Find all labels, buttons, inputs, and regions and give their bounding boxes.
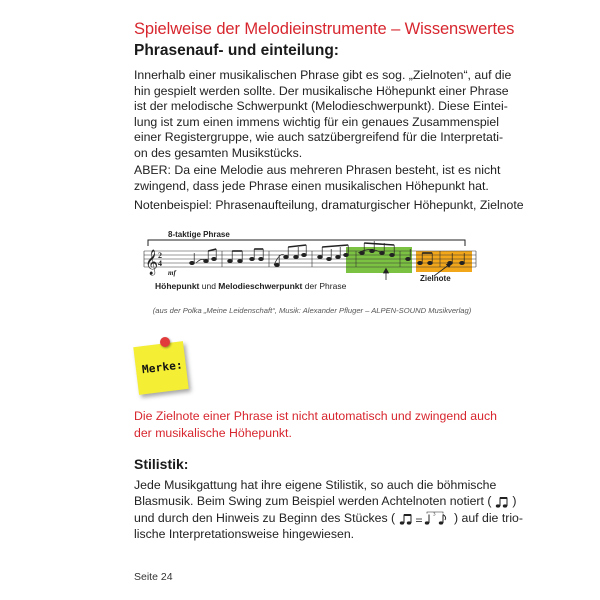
intro-line: einer Registergruppe, wie auch satzübergreifend für die Interpretati- bbox=[134, 130, 504, 145]
stilistik-line bbox=[134, 493, 517, 509]
target-note-label: Zielnote bbox=[420, 274, 451, 283]
pushpin-icon bbox=[160, 337, 170, 347]
stilistik-line bbox=[134, 510, 523, 526]
intro-line: on des gesamten Musikstücks. bbox=[134, 145, 303, 160]
page-number: Seite 24 bbox=[134, 571, 173, 583]
climax-label: Höhepunkt und Melodieschwerpunkt der Phrase bbox=[155, 281, 347, 291]
subsection-title: Phrasenauf- und einteilung: bbox=[134, 42, 339, 59]
stilistik-text: Blasmusik. Beim Swing zum Beispiel werden Achtelnoten notiert ( bbox=[134, 494, 492, 509]
intro-line: hin gespielt werden sollte. Der musikalische Höhepunkt einer Phrase bbox=[134, 83, 509, 98]
aber-line: ABER: Da eine Melodie aus mehreren Phrasen besteht, ist es nicht bbox=[134, 163, 501, 177]
stilistik-paragraph bbox=[134, 477, 523, 542]
merke-paragraph bbox=[134, 408, 497, 442]
intro-line: lung ist zum einen immens wichtig für ein genaues Zusammenspiel bbox=[134, 114, 499, 129]
stilistik-text: ) auf die trio- bbox=[453, 510, 523, 525]
merke-label: Merke: bbox=[141, 358, 184, 377]
stilistik-line: Jede Musikgattung hat ihre eigene Stilistik, so auch die böhmische bbox=[134, 478, 497, 492]
eighth-notes-icon bbox=[495, 496, 509, 508]
stilistik-text: ) bbox=[512, 494, 517, 509]
score-example bbox=[134, 222, 494, 300]
aber-line: zwingend, dass jede Phrase einen musikalischen Höhepunkt hat. bbox=[134, 178, 489, 193]
triplet-number: 3 bbox=[432, 512, 436, 518]
stilistik-heading: Stilistik: bbox=[134, 456, 189, 472]
swing-rhythm-icon bbox=[399, 511, 451, 525]
merke-line: der musikalische Höhepunkt. bbox=[134, 426, 292, 440]
dynamic-marking: mf bbox=[168, 269, 176, 277]
intro-paragraph bbox=[134, 68, 512, 162]
time-signature: 4 bbox=[158, 259, 162, 268]
merke-line: Die Zielnote einer Phrase ist nicht automatisch und zwingend auch bbox=[134, 409, 497, 423]
score-caption: (aus der Polka „Meine Leidenschaft“, Musik: Alexander Pfluger – ALPEN-SOUND Musikverlag) bbox=[152, 306, 472, 315]
section-title: Spielweise der Melodieinstrumente – Wissenswertes bbox=[134, 20, 515, 38]
merke-sticky-note bbox=[133, 341, 188, 395]
aber-paragraph bbox=[134, 163, 501, 194]
intro-line: Innerhalb einer musikalischen Phrase gibt es sog. „Zielnoten“, auf die bbox=[134, 68, 512, 82]
treble-clef-icon: 𝄞 bbox=[145, 250, 159, 275]
example-label: Notenbeispiel: Phrasenaufteilung, dramaturgischer Höhepunkt, Zielnote bbox=[134, 198, 524, 212]
stilistik-line: lische Interpretationsweise hingewiesen. bbox=[134, 526, 355, 541]
phrase-label: 8-taktige Phrase bbox=[168, 230, 230, 239]
stilistik-text: und durch den Hinweis zu Beginn des Stückes ( bbox=[134, 510, 396, 525]
time-signature: 2 bbox=[158, 251, 162, 260]
intro-line: ist der melodische Schwerpunkt (Melodieschwerpunkt). Diese Eintei- bbox=[134, 99, 508, 114]
